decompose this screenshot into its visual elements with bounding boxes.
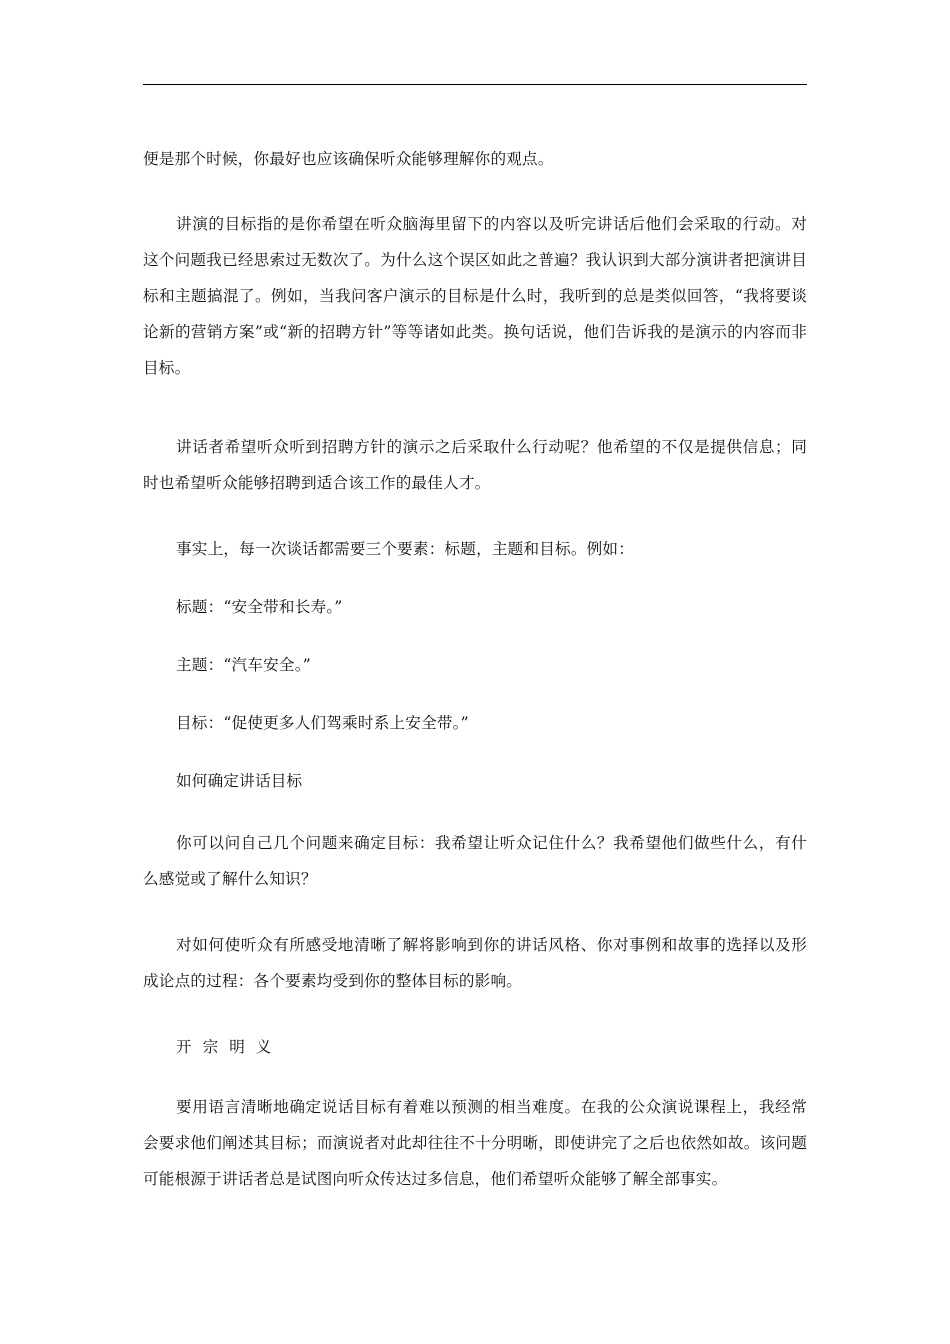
example-goal: 目标：“促使更多人们驾乘时系上安全带。” [176,714,469,732]
example-title: 标题：“安全带和长寿。” [176,598,343,616]
paragraph-continuation: 便是那个时候，你最好也应该确保听众能够理解你的观点。 [143,150,554,168]
paragraph-questions: 你可以问自己几个问题来确定目标：我希望让听众记住什么？我希望他们做些什么，有什么感觉或了解什么知识？ [143,834,807,888]
section-heading-determine-goal: 如何确定讲话目标 [176,772,303,790]
paragraph-three-elements: 事实上，每一次谈话都需要三个要素：标题，主题和目标。例如： [176,540,635,558]
paragraph-style-influence: 对如何使听众有所感受地清晰了解将影响到你的讲话风格、你对事例和故事的选择以及形成论点的过程：各个要素均受到你的整体目标的影响。 [143,936,807,990]
header-rule [143,84,807,85]
paragraph-recruitment: 讲话者希望听众听到招聘方针的演示之后采取什么行动呢？他希望的不仅是提供信息；同时也希望听众能够招聘到适合该工作的最佳人才。 [143,438,807,492]
paragraph-goal-definition: 讲演的目标指的是你希望在听众脑海里留下的内容以及听完讲话后他们会采取的行动。对这个问题我已经思索过无数次了。为什么这个误区如此之普遍？我认识到大部分演讲者把演讲目标和主题搞混了。例如，当我问客户演示的目标是什么时，我听到的总是类似回答，“我将要谈论新的营销方案”或“新的招聘方针”等等诸如此类。换句话说，他们告诉我的是演示的内容而非目标。 [143,215,807,377]
example-topic: 主题：“汽车安全。” [176,656,311,674]
paragraph-difficulty: 要用语言清晰地确定说话目标有着难以预测的相当难度。在我的公众演说课程上，我经常会要求他们阐述其目标；而演说者对此却往往不十分明晰，即使讲完了之后也依然如故。该问题可能根源于讲话者总是试图向听众传达过多信息，他们希望听众能够了解全部事实。 [143,1098,807,1188]
section-heading-open: 开宗明义 [176,1038,283,1056]
